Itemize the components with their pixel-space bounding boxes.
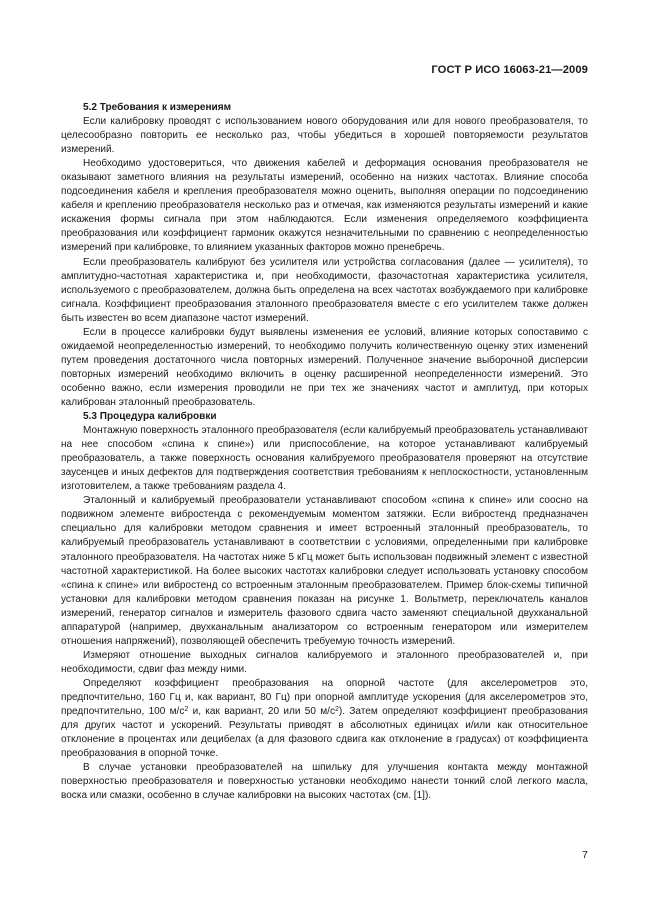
page-number: 7	[582, 849, 588, 861]
paragraph: Эталонный и калибруемый преобразователи устанавливают способом «спина к спине» или соосно на подвижном элементе вибростенда с рекомендуемым моментом затяжки. Если вибростенд предназначен специально для калибровки методом сравнения и имеет встроенный эталонный преобразователь, то калибруемый преобразователь устанавливают в соответствии с условиями, определенными при калибровке эталонного преобразователя. На частотах ниже 5 кГц может быть использован подвижный элемент с известной частотной характеристикой. На более высоких частотах калибровки следует использовать установку способом «спина к спине» или вибростенд со встроенным эталонным преобразователем. Пример блок-схемы типичной установки для калибровки методом сравнения показан на рисунке 1. Вольтметр, переключатель каналов измерений, генератор сигналов и измеритель фазового сдвига часто заменяют специальной двухканальной аппаратурой (например, двухканальным анализатором со встроенным генератором или измерителем отношения напряжений), позволяющей обеспечить требуемую точность измерений.	[61, 495, 588, 647]
paragraph: Измеряют отношение выходных сигналов калибруемого и эталонного преобразователей и, при необходимости, сдвиг фаз между ними.	[61, 649, 588, 675]
text-part: и, как вариант, 20 или 50 м/с	[188, 706, 335, 718]
paragraph: В случае установки преобразователей на шпильку для улучшения контакта между монтажной поверхностью преобразователя и поверхностью установки необходимо нанести тонкий слой легкого масла, воска или смазки, особенно в случае калибровки на высоких частотах (см. [1]).	[61, 762, 588, 802]
superscript: 2	[184, 706, 189, 714]
section-heading-5-2: 5.2 Требования к измерениям	[83, 102, 231, 113]
superscript: 2	[335, 706, 339, 714]
text-part: Определяют коэффициент преобразования на опорной частоте (для акселерометров это, предпочтительно, 160 Гц и, как вариант, 80 Гц) при опорной амплитуде ускорения (для акселерометров это, предпочтительно, 100 м/с	[61, 677, 588, 718]
text-part: ). Затем определяют коэффициент преобразования для других частот и ускорений. Результаты приводят в абсолютных единицах и/или как относительное отклонение в процентах или децибелах (а для фазового сдвига как отклонение в градусах) от коэффициента преобразования в опорной точке.	[61, 706, 588, 760]
main-text	[61, 101, 588, 803]
paragraph: Если в процессе калибровки будут выявлены изменения ее условий, влияние которых сопоставимо с ожидаемой неопределенностью измерений, то необходимо получить количественную оценку этих изменений путем проведения достаточного числа повторных измерений. Полученное значение выборочной дисперсии повторных измерений необходимо включить в оценку расширенной неопределенности измерений. Это особенно важно, если измерения проводили не при тех же значениях частот и амплитуд, при которых калиброван эталонный преобразователь.	[61, 326, 588, 408]
paragraph: Если преобразователь калибруют без усилителя или устройства согласования (далее — усилителя), то амплитудно-частотная характеристика и, при необходимости, фазочастотная характеристика усилителя, используемого с преобразователем, должна быть определена на всех частотах возбуждаемого при калибровке сигнала. Коэффициент преобразования эталонного преобразователя вместе с его усилителем также должен быть известен во всем диапазоне частот измерений.	[61, 256, 588, 324]
paragraph-with-units	[61, 677, 588, 761]
section-heading-5-3: 5.3 Процедура калибровки	[83, 411, 217, 423]
paragraph: Если калибровку проводят с использованием нового оборудования или для нового преобразователя, то целесообразно повторить ее несколько раз, чтобы убедиться в хорошей повторяемости результатов измерений.	[61, 116, 588, 156]
paragraph: Необходимо удостовериться, что движения кабелей и деформация основания преобразователя не оказывают заметного влияния на результаты измерений, особенно на низких частотах. Влияние способа подсоединения кабеля и крепления преобразователя можно оценить, выполняя операции по подсоединению кабеля и креплению преобразователя несколько раз и отмечая, как изменяются результаты измерений и какие искажения формы сигнала при этом наблюдаются. Если изменения определяемого коэффициента преобразования или коэффициент гармоник окажутся незначительными по сравнению с неопределенностью измерений при калибровке, то влиянием указанных факторов можно пренебречь.	[61, 158, 588, 254]
standard-header: ГОСТ Р ИСО 16063-21—2009	[431, 64, 588, 76]
paragraph: Монтажную поверхность эталонного преобразователя (если калибруемый преобразователь устанавливают на нее способом «спина к спине») или приспособление, на которое устанавливают калибруемый преобразователь, а также поверхность основания калибруемого преобразователя проверяют на отсутствие заусенцев и иных дефектов для подтверждения соответствия требованиям к неплоскостности, установленным изготовителем, а также требованиям раздела 4.	[61, 425, 588, 493]
